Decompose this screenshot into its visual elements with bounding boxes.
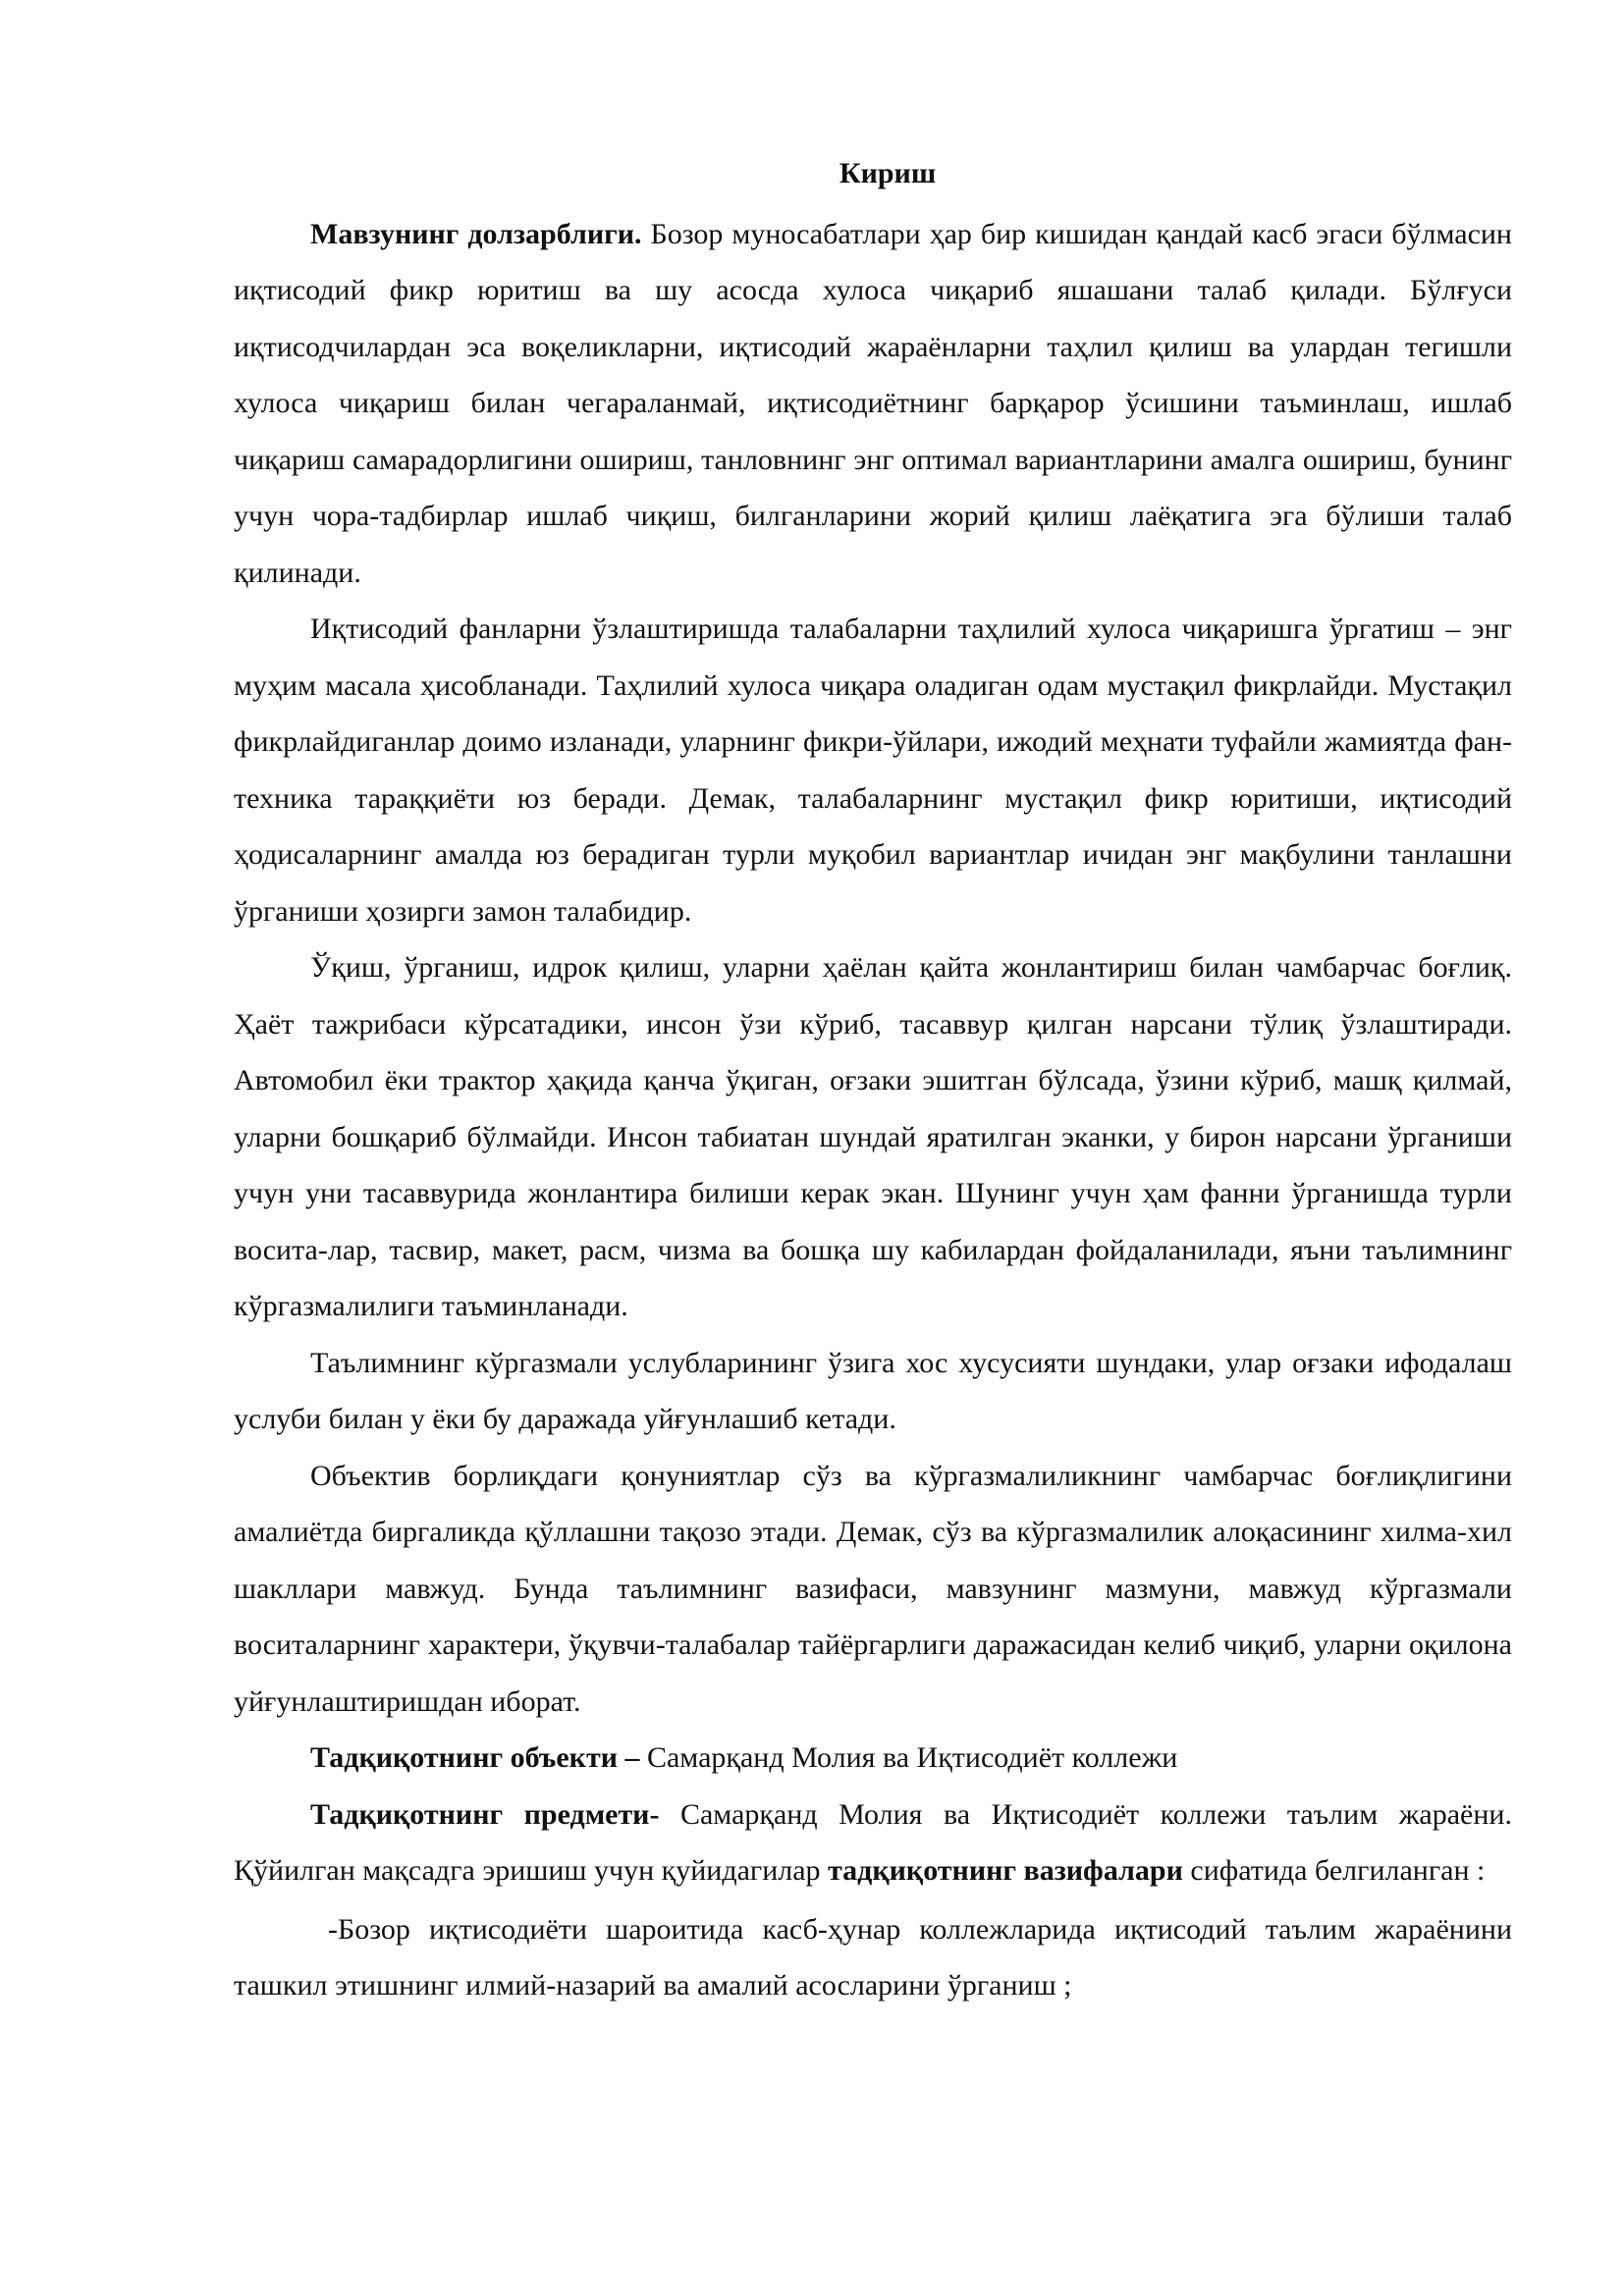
research-tasks-heading: тадқиқотнинг вазифалари (828, 1854, 1183, 1887)
page-title: Кириш (839, 157, 937, 189)
paragraph-relevance-text: Бозор муносабатлари ҳар бир кишидан қандай касб эгаси бўлмасин иқтисодий фикр юритиш ва шу асосда хулоса чиқариб яшашани талаб қилади. Бўлғуси иқтисодчилардан эса воқеликларни, иқтисодий жараёнларни таҳлил қилиш ва улардан тегишли хулоса чиқариш билан чегараланмай, иқтисодиётнинг барқарор ўсишини таъминлаш, ишлаб чиқариш самарадорлигини ошириш, танловнинг энг оптимал вариантларини амалга ошириш, бунинг учун чора-тадбирлар ишлаб чиқиш, билганларини жорий қилиш лаёқатига эга бўлиши талаб қилинади. (234, 217, 1512, 589)
paragraph-relevance-heading: Мавзунинг долзарблиги. (310, 217, 642, 250)
research-object-text: Самарқанд Молия ва Иқтисодиёт коллежи (639, 1741, 1178, 1774)
paragraph-objective-laws: Объектив борлиқдаги қонуниятлар сўз ва кўргазмалиликнинг чамбарчас боғлиқлигини амалиётда биргаликда қўллашни тақозо этади. Демак, сўз ва кўргазмалилик алоқасининг хилма-хил шакллари мавжуд. Бунда таълимнинг вазифаси, мавзунинг мазмуни, мавжуд кўргазмали воситаларнинг характери, ўқувчи-талабалар тайёргарлиги даражасидан келиб чиқиб, уларни оқилона уйғунлаштиришдан иборат. (234, 1459, 1512, 1718)
paragraph-learning: Ўқиш, ўрганиш, идрок қилиш, уларни ҳаёлан қайта жонлантириш билан чамбарчас боғлиқ. Ҳаёт тажрибаси кўрсатадики, инсон ўзи кўриб, тасаввур қилган нарсани тўлиқ ўзлаштиради. Автомобил ёки трактор ҳақида қанча ўқиган, оғзаки эшитган бўлсада, ўзини кўриб, машқ қилмай, уларни бошқариб бўлмайди. Инсон табиатан шундай яратилган эканки, у бирон нарсани ўрганиши учун уни тасаввурида жонлантира билиши керак экан. Шунинг учун ҳам фанни ўрганишда турли восита-лар, тасвир, макет, расм, чизма ва бошқа шу кабилардан фойдаланилади, яъни таълимнинг кўргазмалилиги таъминланади. (234, 951, 1512, 1322)
paragraph-visual-methods: Таълимнинг кўргазмали услубларининг ўзига хос хусусияти шундаки, улар оғзаки ифодалаш услуби билан у ёки бу даражада уйғунлашиб кетади. (234, 1346, 1512, 1435)
paragraph-relevance (234, 206, 1512, 602)
paragraph-task-item: -Бозор иқтисодиёти шароитида касб-ҳунар коллежларида иқтисодий таълим жараёнини ташкил этишнинг илмий-назарий ва амалий асосларини ўрганиш ; (234, 1912, 1512, 2002)
paragraph-research-subject (234, 1787, 1512, 1899)
paragraph-analysis: Иқтисодий фанларни ўзлаштиришда талабаларни таҳлилий хулоса чиқаришга ўргатиш – энг муҳим масала ҳисобланади. Таҳлилий хулоса чиқара оладиган одам мустақил фикрлайди. Мустақил фикрлайдиганлар доимо изланади, уларнинг фикри-ўйлари, ижодий меҳнати туфайли жамиятда фан-техника тараққиёти юз беради. Демак, талабаларнинг мустақил фикр юритиши, иқтисодий ҳодисаларнинг амалда юз берадиган турли муқобил вариантлар ичидан энг мақбулини танлашни ўрганиши ҳозирги замон талабидир. (234, 613, 1512, 928)
research-subject-text: Самарқанд Молия ва Иқтисодиёт коллежи таълим жараёни. Қўйилган мақсадга эришиш учун қуйидагилар (234, 1797, 1512, 1887)
research-subject-heading: Тадқиқотнинг предмети- (310, 1797, 660, 1831)
research-tasks-text: сифатида белгиланган : (1182, 1854, 1486, 1887)
research-object-heading: Тадқиқотнинг объекти – (310, 1741, 640, 1774)
paragraph-research-object (234, 1730, 1512, 1787)
document-body (234, 145, 1512, 2014)
